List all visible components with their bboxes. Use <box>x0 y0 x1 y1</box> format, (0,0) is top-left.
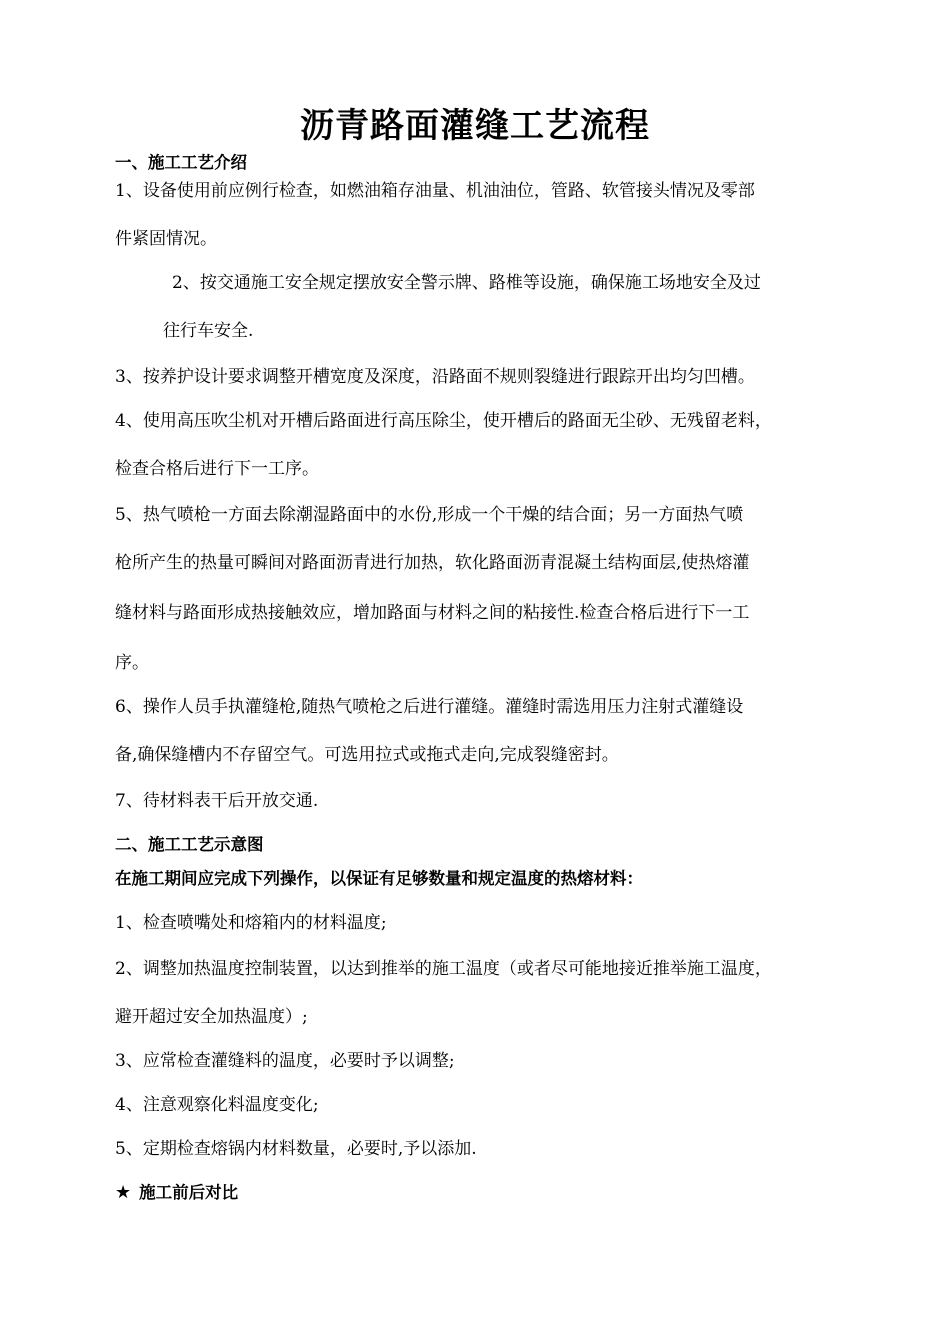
s1-item-5-line-4: 序。 <box>115 653 149 673</box>
s2-item-2-line-2: 避开超过安全加热温度）; <box>115 1007 308 1027</box>
s1-item-2-line-1: 2、按交通施工安全规定摆放安全警示牌、路椎等设施，确保施工场地安全及过 <box>172 273 761 293</box>
section-3-heading: 施工前后对比 <box>139 1183 239 1202</box>
s1-item-1-line-2: 件紧固情况。 <box>115 229 217 249</box>
s1-item-2-line-2: 往行车安全. <box>163 321 254 341</box>
s1-item-3-line-1: 3、按养护设计要求调整开槽宽度及深度，沿路面不规则裂缝进行跟踪开出均匀凹槽。 <box>115 367 755 387</box>
star-icon: ★ <box>115 1182 132 1203</box>
s1-item-5-line-2: 枪所产生的热量可瞬间对路面沥青进行加热，软化路面沥青混凝土结构面层,使热熔灌 <box>115 553 750 573</box>
document-title: 沥青路面灌缝工艺流程 <box>300 106 650 146</box>
section-1-heading: 一、施工工艺介绍 <box>115 153 247 172</box>
s1-item-5-line-1: 5、热气喷枪一方面去除潮湿路面中的水份,形成一个干燥的结合面；另一方面热气喷 <box>115 505 744 525</box>
s1-item-6-line-2: 备,确保缝槽内不存留空气。可选用拉式或拖式走向,完成裂缝密封。 <box>115 745 619 765</box>
s2-item-2-line-1: 2、调整加热温度控制装置，以达到推举的施工温度（或者尽可能地接近推举施工温度， <box>115 959 772 979</box>
section-2-heading: 二、施工工艺示意图 <box>115 835 264 854</box>
s1-item-1-line-1: 1、设备使用前应例行检查，如燃油箱存油量、机油油位，管路、软管接头情况及零部 <box>115 181 755 201</box>
s2-item-1-line-1: 1、检查喷嘴处和熔箱内的材料温度; <box>115 913 387 933</box>
s1-item-6-line-1: 6、操作人员手执灌缝枪,随热气喷枪之后进行灌缝。灌缝时需选用压力注射式灌缝设 <box>115 697 744 717</box>
s1-item-4-line-2: 检查合格后进行下一工序。 <box>115 459 319 479</box>
section-3-heading-row <box>115 1180 238 1206</box>
s2-item-3-line-1: 3、应常检查灌缝料的温度，必要时予以调整; <box>115 1051 455 1071</box>
s2-item-4-line-1: 4、注意观察化料温度变化; <box>115 1095 319 1115</box>
s1-item-5-line-3: 缝材料与路面形成热接触效应，增加路面与材料之间的粘接性.检查合格后进行下一工 <box>115 603 750 623</box>
section-2-intro: 在施工期间应完成下列操作，以保证有足够数量和规定温度的热熔材料： <box>115 869 643 888</box>
s1-item-4-line-1: 4、使用高压吹尘机对开槽后路面进行高压除尘，使开槽后的路面无尘砂、无残留老料， <box>115 411 772 431</box>
s2-item-5-line-1: 5、定期检查熔锅内材料数量，必要时,予以添加. <box>115 1139 477 1159</box>
s1-item-7-line-1: 7、待材料表干后开放交通. <box>115 791 319 811</box>
